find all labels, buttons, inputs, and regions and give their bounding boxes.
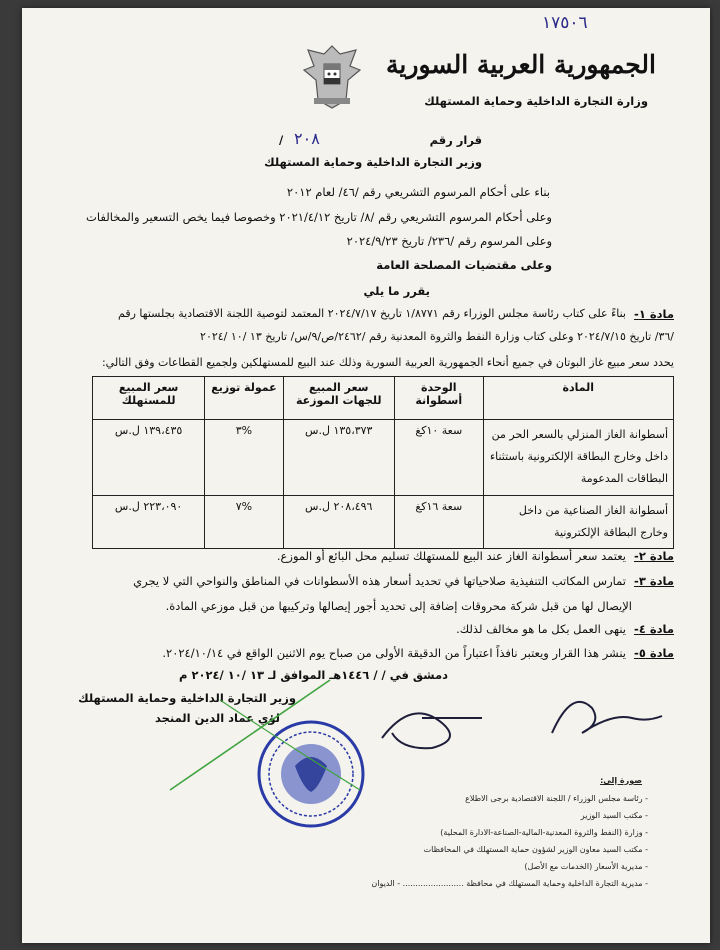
cell-material: أسطوانة الغاز الصناعية من داخل وخارج البطاقة الإلكترونية (483, 496, 673, 549)
article4-label: مادة ٤- (634, 622, 674, 636)
decision-slash: / (279, 133, 284, 147)
column-header-material: المادة (483, 377, 673, 420)
cell-unit: سعة ١٦كغ (394, 496, 483, 549)
copy-to-item: - مكتب السيد معاون الوزير لشؤون حماية المستهلك في المحافظات (423, 845, 648, 854)
article1-line-3: يحدد سعر مبيع غاز البوتان في جميع أنحاء الجمهورية العربية السورية وذلك عند البيع للمستهلكين ولجميع القطاعات وفق التالي: (101, 356, 674, 369)
column-header-commission: عمولة توزيع (205, 377, 283, 420)
article3-label: مادة ٣- (634, 574, 674, 588)
minister-title: وزير التجارة الداخلية وحماية المستهلك (264, 155, 482, 169)
cell-commission: %٣ (205, 420, 283, 496)
column-header-consumer-price: سعر المبيع للمستهلك (93, 377, 205, 420)
green-initial-stroke-icon (160, 670, 380, 800)
copy-to-item: - مديرية الأسعار (الخدمات مع الأصل) (524, 862, 648, 871)
handwritten-doc-number: ١٧٥٠٦ (542, 13, 588, 33)
column-header-unit: الوحدة أسطوانة (394, 377, 483, 420)
decision-number: ٢٠٨ (294, 129, 320, 148)
column-header-distributor-price: سعر المبيع للجهات الموزعة (283, 377, 394, 420)
preamble-line-1: بناء على أحكام المرسوم التشريعي رقم /٤٦/ لعام ٢٠١٢ (286, 185, 550, 199)
article4-text: ينهى العمل بكل ما هو مخالف لذلك. (456, 622, 626, 636)
article1-line-1: بناءً على كتاب رئاسة مجلس الوزراء رقم ١/٨٧٧١ تاريخ ٢٠٢٤/٧/١٧ المعتمد لتوصية اللجنة الاقتصادية بجلستها رقم (118, 307, 626, 320)
preamble-line-3: وعلى المرسوم رقم /٢٣٦/ تاريخ ٢٠٢٤/٩/٢٣ (346, 234, 552, 248)
copy-to-heading: صورة إلى: (600, 776, 642, 785)
handwritten-signature-icon (372, 678, 672, 758)
preamble-line-2: وعلى أحكام المرسوم التشريعي رقم /٨/ تاريخ ٢٠٢١/٤/١٢ وخصوصا فيما يخص التسعير والمخالفات (86, 210, 552, 224)
date-line: دمشق في / / ١٤٤٦هـ الموافق لـ ١٣ /١٠ /٢٠٢٤ م (179, 668, 448, 682)
signatory-title: وزير التجارة الداخلية وحماية المستهلك (78, 691, 296, 705)
cell-distributor-price: ١٣٥،٣٧٣ ل.س (283, 420, 394, 496)
country-title: الجمهورية العربية السورية (386, 50, 656, 79)
ministry-name: وزارة التجارة الداخلية وحماية المستهلك (424, 94, 648, 108)
article1-line-2: /٣٦/ تاريخ ٢٠٢٤/٧/١٥ وعلى كتاب وزارة النفط والثروة المعدنية رقم /٢٤٦٢/ص/٩/س/ تاريخ ١٣ /١٠ /٢٠٢٤ (200, 330, 674, 343)
price-table (92, 376, 674, 549)
cell-consumer-price: ١٣٩،٤٣٥ ل.س (93, 420, 205, 496)
copy-to-item: - مكتب السيد الوزير (580, 811, 648, 820)
preamble-line-4: وعلى مقتضيات المصلحة العامة (376, 258, 552, 272)
article2-label: مادة ٢- (634, 549, 674, 563)
table-row (93, 496, 674, 549)
article2-text: يعتمد سعر أسطوانة الغاز عند البيع للمستهلك تسليم محل البائع أو الموزع. (276, 549, 626, 563)
cell-consumer-price: ٢٢٣،٠٩٠ ل.س (93, 496, 205, 549)
eagle-emblem-icon (300, 40, 364, 112)
copy-to-item: - مديرية التجارة الداخلية وحماية المستهلك في محافظة ........................ - الديوان (371, 879, 648, 888)
cell-distributor-price: ٢٠٨،٤٩٦ ل.س (283, 496, 394, 549)
table-header-row (93, 377, 674, 420)
decision-label: قرار رقم (429, 133, 482, 147)
decides-heading: يقرر ما يلي (363, 284, 430, 298)
article3-line-1: تمارس المكاتب التنفيذية صلاحياتها في تحديد أسعار هذه الأسطوانات في المناطق والنواحي التي لا يجري (133, 574, 626, 588)
signatory-name: لؤي عماد الدين المنجد (154, 711, 280, 725)
article3-line-2: الإيصال لها من قبل شركة محروقات إضافة إلى تحديد أجور إيصالها وتركيبها من قبل موزعي المادة. (165, 599, 632, 613)
article5-label: مادة ٥- (634, 646, 674, 660)
document-page (22, 8, 710, 943)
article1-label: مادة ١- (634, 307, 674, 321)
cell-commission: %٧ (205, 496, 283, 549)
article5-text: ينشر هذا القرار ويعتبر نافذاً اعتباراً من الدقيقة الأولى من صباح يوم الاثنين الواقع في ٢٠٢٤/١٠/١٤. (162, 646, 626, 660)
copy-to-item: - وزارة (النفط والثروة المعدنية-المالية-الصناعة-الادارة المحلية) (440, 828, 648, 837)
cell-unit: سعة ١٠كغ (394, 420, 483, 496)
copy-to-item: - رئاسة مجلس الوزراء / اللجنة الاقتصادية برجى الاطلاع (465, 794, 648, 803)
cell-material: أسطوانة الغاز المنزلي بالسعر الحر من داخل وخارج البطاقة الإلكترونية باستثناء البطاقات المدعومة (483, 420, 673, 496)
table-row (93, 420, 674, 496)
